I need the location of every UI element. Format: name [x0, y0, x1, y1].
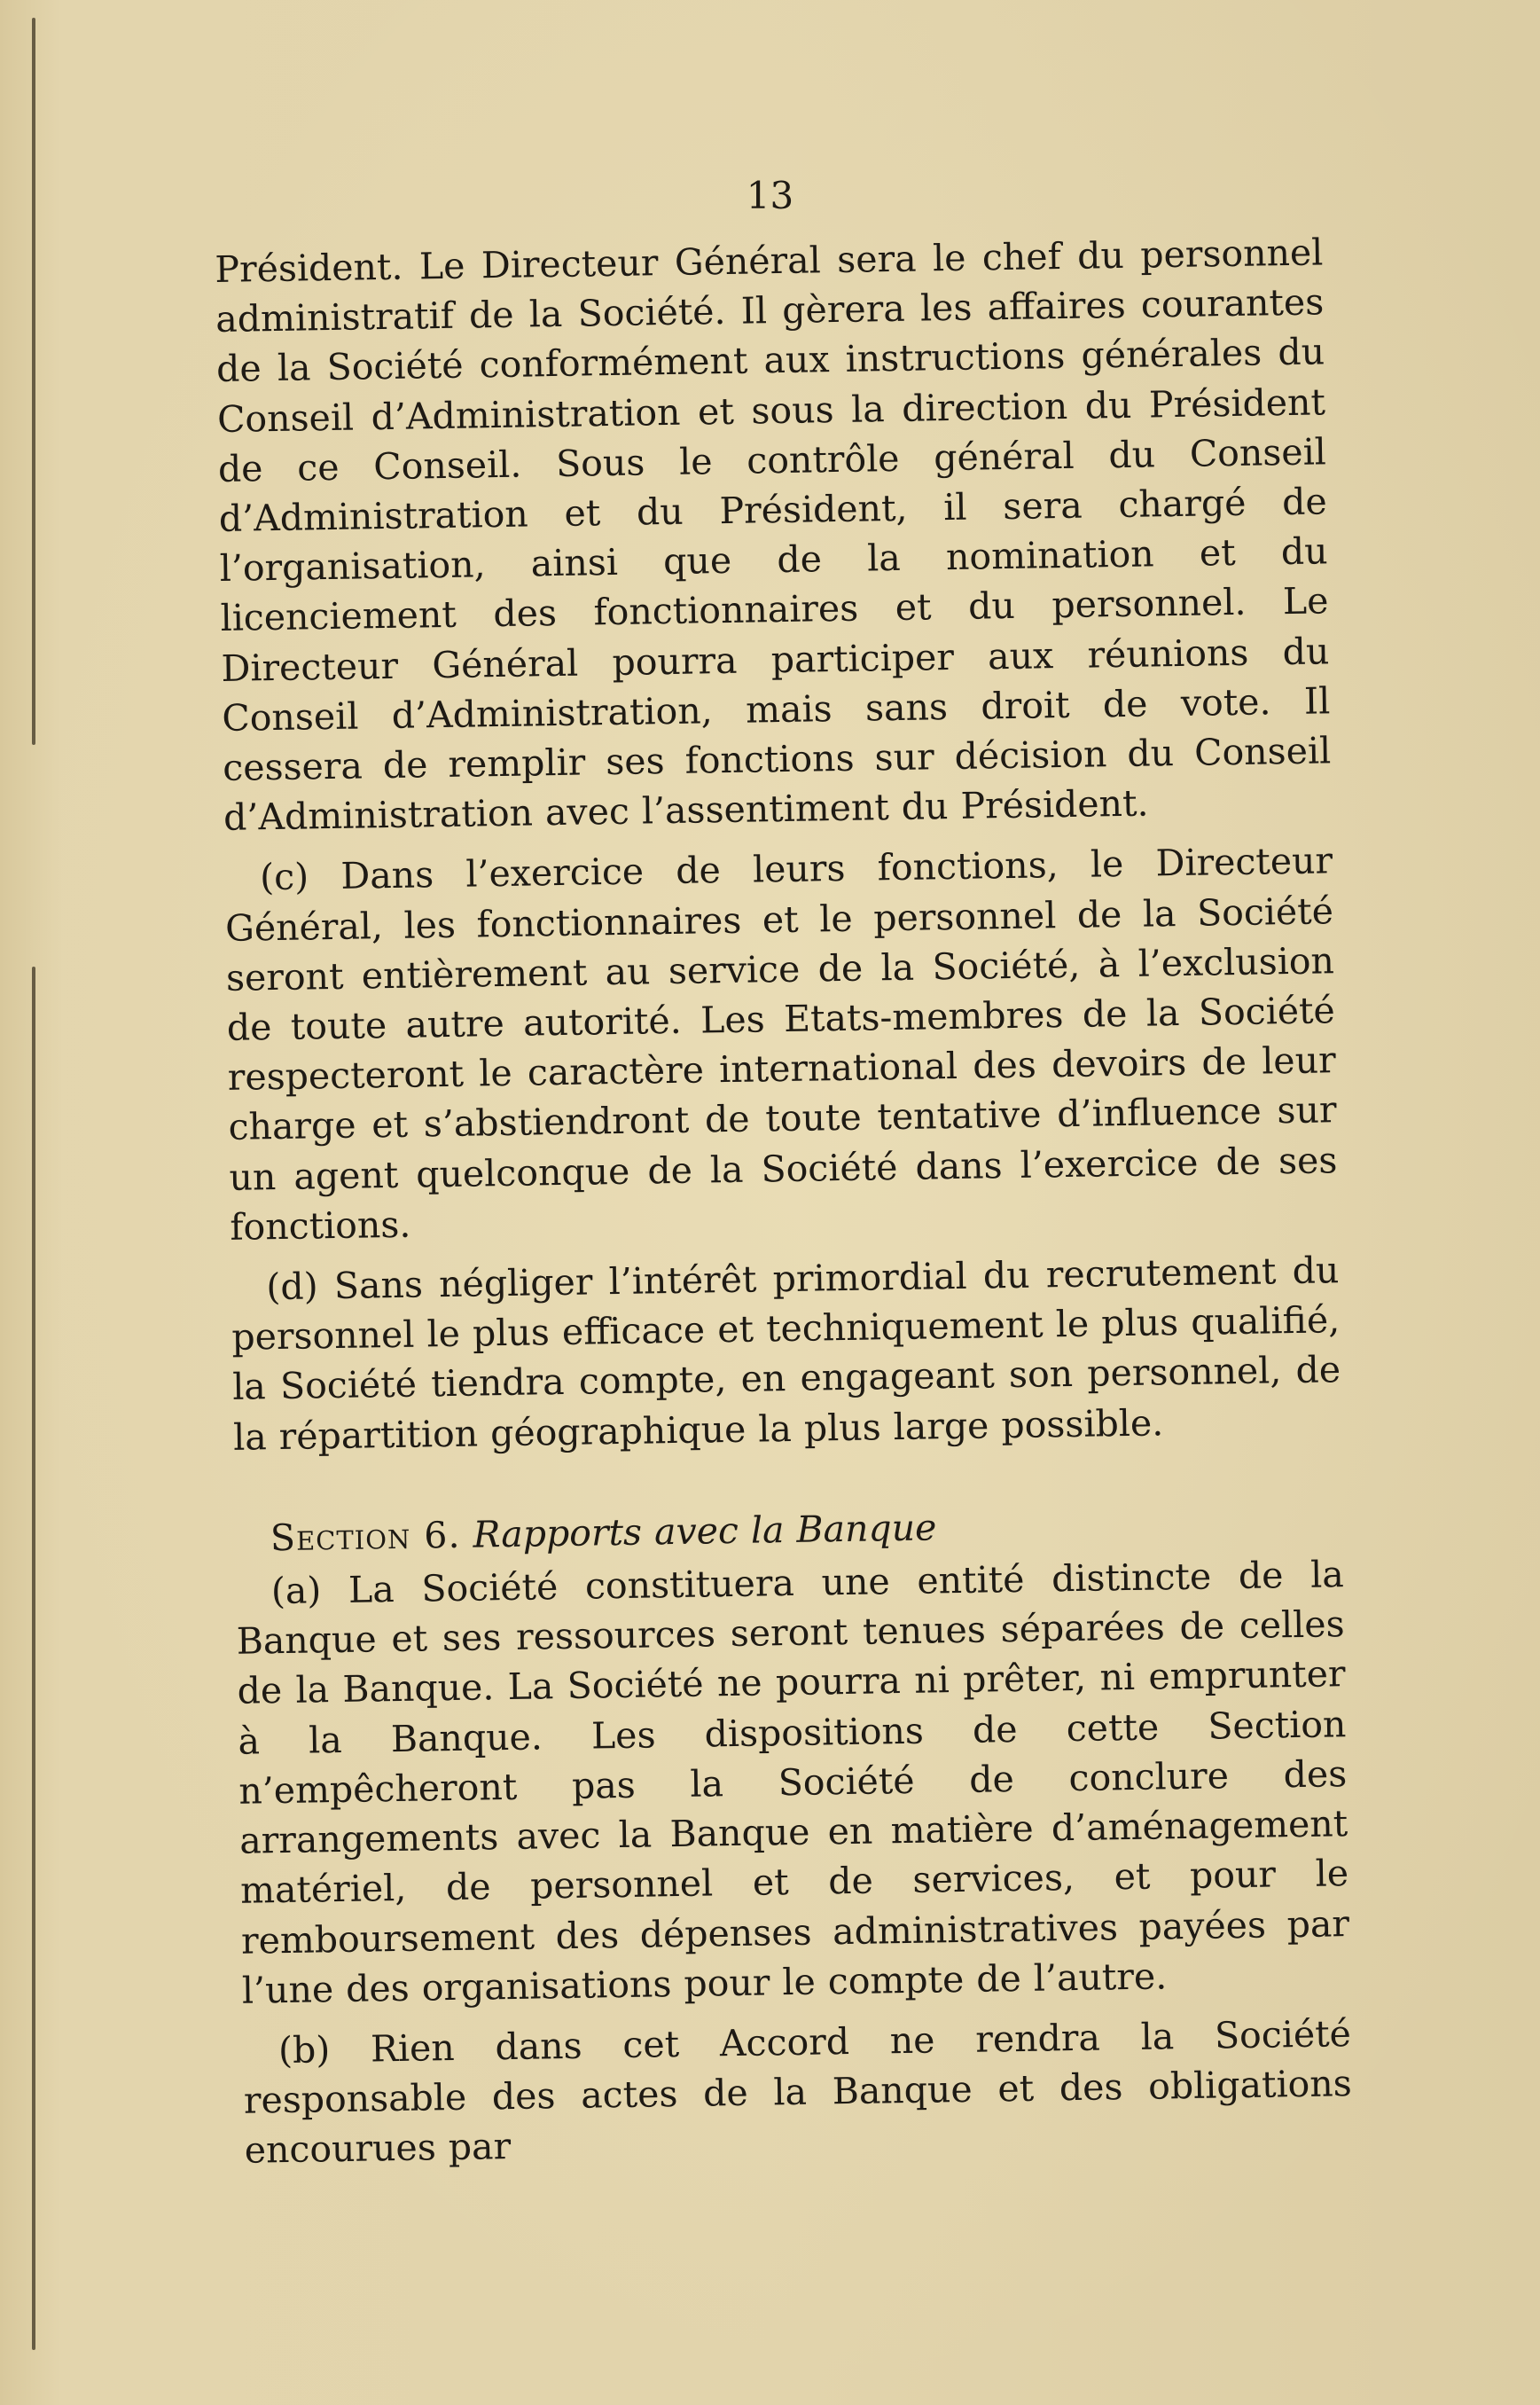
binding-edge-line — [32, 18, 35, 745]
paragraph-a: (a) La Société constituera une entité distincte de la Banque et ses ressources seront tenues séparées de celles de la Banque. La Société ne pourra ni prêter, ni emprunter à la Banque. Les dispositions de cette Section n’empêcheront pas la Société de conclure des arrangements avec la Banque en matière d’aménagement matériel, de personnel et de services, et pour le remboursement des dépenses administratives payées par l’une des organisations pour le compte de l’autre. — [236, 1553, 1350, 2012]
body-text — [215, 227, 1353, 2175]
page-number: 13 — [746, 174, 794, 217]
binding-edge-line — [32, 967, 35, 2350]
paragraph-c: (c) Dans l’exercice de leurs fonctions, le Directeur Général, les fonctionnaires et le personnel de la Société seront entièrement au service de la Société, à l’exclusion de toute autre autorité. Les Etats-membres de la Société respecteront le caractère international des devoirs de leur charge et s’abstiendront de toute tentative d’influence sur un agent quelconque de la Société dans l’exercice de ses fonctions. — [224, 839, 1338, 1249]
paragraph: Président. Le Directeur Général sera le chef du personnel administratif de la Société. Il gèrera les affaires courantes de la Société conformément aux instructions générales du Conseil d’Administration et sous la direction du Président de ce Conseil. Sous le contrôle général du Conseil d’Administration et du Président, il sera chargé de l’organisation, ainsi que de la nomination et du licenciement des fonctionnaires et du personnel. Le Directeur Général pourra participer aux réunions du Conseil d’Administration, mais sans droit de vote. Il cessera de remplir ses fonctions sur décision du Conseil d’Administration avec l’assentiment du Président. — [215, 231, 1332, 840]
paragraph-d: (d) Sans négliger l’intérêt primordial du recrutement du personnel le plus efficace et techniquement le plus qualifié, la Société tiendra compte, en engageant son personnel, de la répartition géographique la plus large possible. — [231, 1249, 1341, 1459]
paragraph-b: (b) Rien dans cet Accord ne rendra la Société responsable des actes de la Banque et des obligations encourues par — [243, 2012, 1353, 2173]
section-title: Rapports avec la Banque — [473, 1506, 937, 1556]
section-label: Section 6. — [270, 1513, 461, 1560]
